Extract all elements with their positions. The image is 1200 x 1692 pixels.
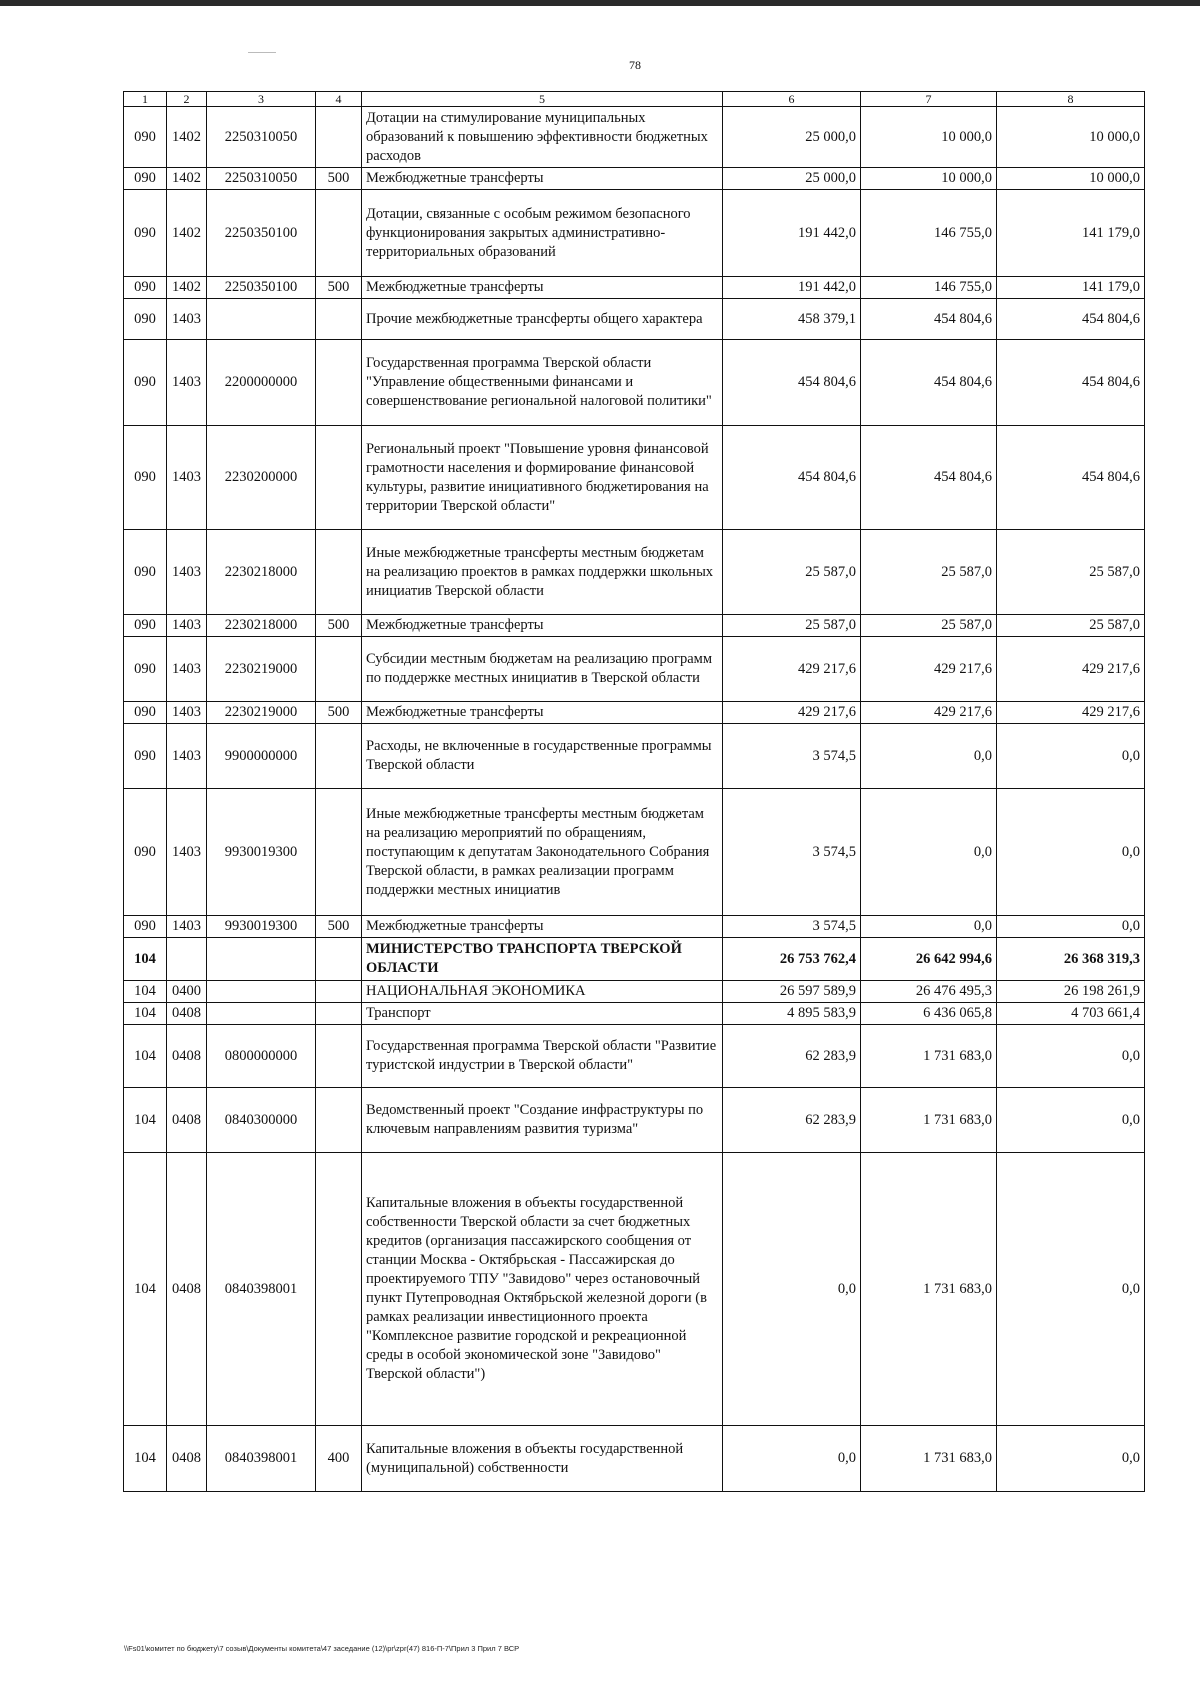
table-body (124, 107, 1145, 1492)
expense-type-cell (316, 789, 362, 916)
amount-year2-cell: 454 804,6 (861, 299, 997, 340)
section-code-cell: 0408 (167, 1426, 207, 1492)
table-row (124, 1003, 1145, 1025)
target-article-cell: 0840300000 (207, 1088, 316, 1153)
table-row (124, 168, 1145, 190)
table-row (124, 637, 1145, 702)
section-code-cell: 1403 (167, 789, 207, 916)
description-cell: Прочие межбюджетные трансферты общего характера (362, 299, 723, 340)
table-row (124, 277, 1145, 299)
target-article-cell (207, 981, 316, 1003)
amount-year1-cell: 25 587,0 (723, 615, 861, 637)
section-code-cell: 0408 (167, 1153, 207, 1426)
amount-year2-cell: 0,0 (861, 789, 997, 916)
description-cell: Иные межбюджетные трансферты местным бюджетам на реализацию мероприятий по обращениям, поступающим к депутатам Законодательного Собрания Тверской области, в рамках реализации программ поддержки местных инициатив (362, 789, 723, 916)
expense-type-cell (316, 938, 362, 981)
target-article-cell: 2250310050 (207, 107, 316, 168)
target-article-cell: 2230219000 (207, 702, 316, 724)
expense-type-cell (316, 426, 362, 530)
page-number: 78 (629, 58, 641, 72)
table-row (124, 1153, 1145, 1426)
target-article-cell: 2230218000 (207, 530, 316, 615)
description-cell: НАЦИОНАЛЬНАЯ ЭКОНОМИКА (362, 981, 723, 1003)
scan-top-edge (0, 0, 1200, 6)
amount-year3-cell: 4 703 661,4 (997, 1003, 1145, 1025)
amount-year3-cell: 454 804,6 (997, 340, 1145, 426)
table-row (124, 299, 1145, 340)
section-code-cell: 1403 (167, 702, 207, 724)
ministry-code-cell: 090 (124, 789, 167, 916)
amount-year2-cell: 0,0 (861, 916, 997, 938)
expense-type-cell: 500 (316, 916, 362, 938)
amount-year1-cell: 454 804,6 (723, 426, 861, 530)
amount-year3-cell: 0,0 (997, 789, 1145, 916)
expense-type-cell (316, 299, 362, 340)
scan-mark (248, 52, 276, 53)
target-article-cell: 9930019300 (207, 789, 316, 916)
header-cell: 1 (124, 92, 167, 107)
section-code-cell (167, 938, 207, 981)
amount-year1-cell: 429 217,6 (723, 637, 861, 702)
ministry-code-cell: 104 (124, 1153, 167, 1426)
amount-year3-cell: 10 000,0 (997, 107, 1145, 168)
ministry-code-cell: 090 (124, 702, 167, 724)
section-code-cell: 0400 (167, 981, 207, 1003)
amount-year1-cell: 62 283,9 (723, 1025, 861, 1088)
expense-type-cell (316, 1025, 362, 1088)
description-cell: МИНИСТЕРСТВО ТРАНСПОРТА ТВЕРСКОЙ ОБЛАСТИ (362, 938, 723, 981)
amount-year3-cell: 10 000,0 (997, 168, 1145, 190)
amount-year3-cell: 0,0 (997, 1088, 1145, 1153)
header-cell: 8 (997, 92, 1145, 107)
description-cell: Капитальные вложения в объекты государственной (муниципальной) собственности (362, 1426, 723, 1492)
section-code-cell: 1403 (167, 530, 207, 615)
target-article-cell (207, 1003, 316, 1025)
amount-year2-cell: 10 000,0 (861, 168, 997, 190)
expense-type-cell (316, 530, 362, 615)
ministry-code-cell: 090 (124, 530, 167, 615)
ministry-code-cell: 090 (124, 107, 167, 168)
amount-year2-cell: 429 217,6 (861, 637, 997, 702)
amount-year1-cell: 3 574,5 (723, 724, 861, 789)
section-code-cell: 0408 (167, 1003, 207, 1025)
amount-year3-cell: 26 198 261,9 (997, 981, 1145, 1003)
amount-year2-cell: 1 731 683,0 (861, 1153, 997, 1426)
amount-year3-cell: 25 587,0 (997, 530, 1145, 615)
table-row (124, 340, 1145, 426)
amount-year1-cell: 25 000,0 (723, 168, 861, 190)
header-row (124, 92, 1145, 107)
table-row (124, 530, 1145, 615)
ministry-code-cell: 090 (124, 190, 167, 277)
amount-year3-cell: 141 179,0 (997, 190, 1145, 277)
description-cell: Ведомственный проект "Создание инфраструктуры по ключевым направлениям развития туризма" (362, 1088, 723, 1153)
table-row (124, 916, 1145, 938)
description-cell: Дотации на стимулирование муниципальных образований к повышению эффективности бюджетных расходов (362, 107, 723, 168)
ministry-code-cell: 104 (124, 1003, 167, 1025)
amount-year1-cell: 4 895 583,9 (723, 1003, 861, 1025)
target-article-cell: 9900000000 (207, 724, 316, 789)
ministry-code-cell: 090 (124, 340, 167, 426)
description-cell: Региональный проект "Повышение уровня финансовой грамотности населения и формирование финансовой культуры, развитие инициативного бюджетирования на территории Тверской области" (362, 426, 723, 530)
target-article-cell: 2200000000 (207, 340, 316, 426)
expense-type-cell (316, 340, 362, 426)
table-row (124, 1025, 1145, 1088)
description-cell: Расходы, не включенные в государственные программы Тверской области (362, 724, 723, 789)
header-cell: 4 (316, 92, 362, 107)
amount-year3-cell: 141 179,0 (997, 277, 1145, 299)
description-cell: Межбюджетные трансферты (362, 615, 723, 637)
table-row (124, 615, 1145, 637)
ministry-code-cell: 090 (124, 724, 167, 789)
description-cell: Субсидии местным бюджетам на реализацию программ по поддержке местных инициатив в Тверской области (362, 637, 723, 702)
section-code-cell: 1403 (167, 426, 207, 530)
header-cell: 3 (207, 92, 316, 107)
section-code-cell: 1403 (167, 724, 207, 789)
amount-year3-cell: 454 804,6 (997, 426, 1145, 530)
ministry-code-cell: 090 (124, 637, 167, 702)
budget-table (123, 91, 1145, 1492)
amount-year2-cell: 1 731 683,0 (861, 1088, 997, 1153)
table-row (124, 724, 1145, 789)
description-cell: Межбюджетные трансферты (362, 702, 723, 724)
target-article-cell: 2230200000 (207, 426, 316, 530)
expense-type-cell (316, 107, 362, 168)
amount-year1-cell: 191 442,0 (723, 277, 861, 299)
target-article-cell: 0840398001 (207, 1153, 316, 1426)
ministry-code-cell: 104 (124, 1088, 167, 1153)
amount-year2-cell: 25 587,0 (861, 615, 997, 637)
section-code-cell: 1402 (167, 190, 207, 277)
expense-type-cell (316, 190, 362, 277)
description-cell: Государственная программа Тверской области "Управление общественными финансами и совершенствование региональной налоговой политики" (362, 340, 723, 426)
target-article-cell: 2230219000 (207, 637, 316, 702)
amount-year3-cell: 0,0 (997, 1426, 1145, 1492)
description-cell: Государственная программа Тверской области "Развитие туристской индустрии в Тверской области" (362, 1025, 723, 1088)
amount-year1-cell: 454 804,6 (723, 340, 861, 426)
description-cell: Межбюджетные трансферты (362, 168, 723, 190)
target-article-cell: 2250310050 (207, 168, 316, 190)
ministry-code-cell: 090 (124, 916, 167, 938)
table-row (124, 789, 1145, 916)
amount-year2-cell: 1 731 683,0 (861, 1025, 997, 1088)
expense-type-cell (316, 637, 362, 702)
amount-year1-cell: 458 379,1 (723, 299, 861, 340)
amount-year1-cell: 3 574,5 (723, 916, 861, 938)
section-code-cell: 1403 (167, 637, 207, 702)
amount-year3-cell: 0,0 (997, 1153, 1145, 1426)
amount-year2-cell: 10 000,0 (861, 107, 997, 168)
description-cell: Капитальные вложения в объекты государственной собственности Тверской области за счет бюджетных кредитов (организация пассажирского сообщения от станции Москва - Октябрьская - Пассажирская до проектируемого ТПУ "Завидово" через остановочный пункт Путепроводная Октябрьской железной дороги (в рамках реализации инвестиционного проекта "Комплексное развитие городской и рекреационной среды в особой экономической зоне "Завидово" Тверской области") (362, 1153, 723, 1426)
expense-type-cell: 500 (316, 702, 362, 724)
ministry-code-cell: 090 (124, 168, 167, 190)
expense-type-cell: 400 (316, 1426, 362, 1492)
amount-year2-cell: 26 642 994,6 (861, 938, 997, 981)
amount-year2-cell: 429 217,6 (861, 702, 997, 724)
target-article-cell: 2250350100 (207, 190, 316, 277)
amount-year2-cell: 1 731 683,0 (861, 1426, 997, 1492)
amount-year1-cell: 429 217,6 (723, 702, 861, 724)
expense-type-cell (316, 1003, 362, 1025)
amount-year2-cell: 26 476 495,3 (861, 981, 997, 1003)
description-cell: Транспорт (362, 1003, 723, 1025)
amount-year2-cell: 454 804,6 (861, 340, 997, 426)
description-cell: Иные межбюджетные трансферты местным бюджетам на реализацию проектов в рамках поддержки школьных инициатив Тверской области (362, 530, 723, 615)
table-row (124, 981, 1145, 1003)
amount-year3-cell: 0,0 (997, 1025, 1145, 1088)
target-article-cell: 0840398001 (207, 1426, 316, 1492)
amount-year3-cell: 0,0 (997, 916, 1145, 938)
section-code-cell: 1402 (167, 107, 207, 168)
section-code-cell: 1403 (167, 340, 207, 426)
target-article-cell: 2250350100 (207, 277, 316, 299)
amount-year3-cell: 454 804,6 (997, 299, 1145, 340)
description-cell: Межбюджетные трансферты (362, 916, 723, 938)
amount-year1-cell: 25 587,0 (723, 530, 861, 615)
ministry-code-cell: 090 (124, 615, 167, 637)
amount-year3-cell: 26 368 319,3 (997, 938, 1145, 981)
amount-year1-cell: 3 574,5 (723, 789, 861, 916)
amount-year1-cell: 191 442,0 (723, 190, 861, 277)
ministry-code-cell: 090 (124, 426, 167, 530)
expense-type-cell: 500 (316, 277, 362, 299)
table-row (124, 426, 1145, 530)
table-row (124, 702, 1145, 724)
amount-year1-cell: 62 283,9 (723, 1088, 861, 1153)
table-row (124, 190, 1145, 277)
amount-year2-cell: 6 436 065,8 (861, 1003, 997, 1025)
amount-year2-cell: 25 587,0 (861, 530, 997, 615)
amount-year3-cell: 429 217,6 (997, 637, 1145, 702)
ministry-code-cell: 090 (124, 277, 167, 299)
file-path-footer: \\Fs01\комитет по бюджету\7 созыв\Документы комитета\47 заседание (12)\pr\zpr(47) 816-П-7\Прил 3 Прил 7 ВСР (124, 1644, 520, 1653)
section-code-cell: 1402 (167, 277, 207, 299)
amount-year2-cell: 146 755,0 (861, 190, 997, 277)
target-article-cell: 9930019300 (207, 916, 316, 938)
target-article-cell: 0800000000 (207, 1025, 316, 1088)
section-code-cell: 1403 (167, 916, 207, 938)
target-article-cell: 2230218000 (207, 615, 316, 637)
ministry-code-cell: 104 (124, 981, 167, 1003)
amount-year1-cell: 25 000,0 (723, 107, 861, 168)
ministry-code-cell: 104 (124, 1426, 167, 1492)
amount-year1-cell: 26 753 762,4 (723, 938, 861, 981)
header-cell: 2 (167, 92, 207, 107)
section-code-cell: 1403 (167, 299, 207, 340)
expense-type-cell (316, 1153, 362, 1426)
amount-year3-cell: 25 587,0 (997, 615, 1145, 637)
amount-year2-cell: 146 755,0 (861, 277, 997, 299)
amount-year1-cell: 0,0 (723, 1153, 861, 1426)
description-cell: Межбюджетные трансферты (362, 277, 723, 299)
expense-type-cell (316, 1088, 362, 1153)
ministry-code-cell: 090 (124, 299, 167, 340)
amount-year1-cell: 0,0 (723, 1426, 861, 1492)
ministry-code-cell: 104 (124, 1025, 167, 1088)
table-row (124, 1088, 1145, 1153)
header-cell: 7 (861, 92, 997, 107)
section-code-cell: 1402 (167, 168, 207, 190)
amount-year2-cell: 454 804,6 (861, 426, 997, 530)
target-article-cell (207, 299, 316, 340)
section-code-cell: 0408 (167, 1088, 207, 1153)
expense-type-cell (316, 981, 362, 1003)
amount-year2-cell: 0,0 (861, 724, 997, 789)
expense-type-cell: 500 (316, 615, 362, 637)
amount-year3-cell: 0,0 (997, 724, 1145, 789)
table-row (124, 107, 1145, 168)
table-row (124, 938, 1145, 981)
table-row (124, 1426, 1145, 1492)
expense-type-cell (316, 724, 362, 789)
header-cell: 6 (723, 92, 861, 107)
description-cell: Дотации, связанные с особым режимом безопасного функционирования закрытых административно-территориальных образований (362, 190, 723, 277)
expense-type-cell: 500 (316, 168, 362, 190)
section-code-cell: 1403 (167, 615, 207, 637)
section-code-cell: 0408 (167, 1025, 207, 1088)
header-cell: 5 (362, 92, 723, 107)
amount-year3-cell: 429 217,6 (997, 702, 1145, 724)
amount-year1-cell: 26 597 589,9 (723, 981, 861, 1003)
target-article-cell (207, 938, 316, 981)
ministry-code-cell: 104 (124, 938, 167, 981)
